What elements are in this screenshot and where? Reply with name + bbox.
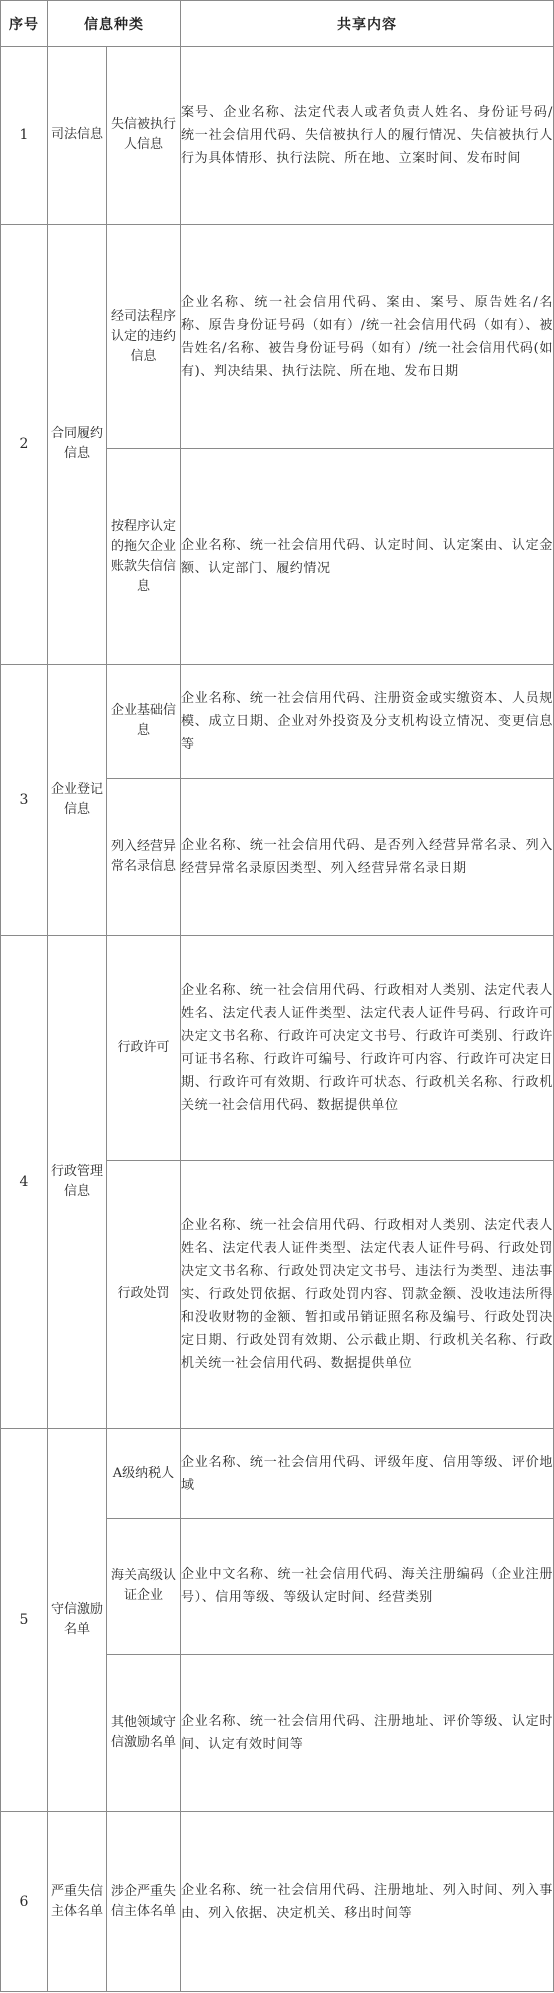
row-content: 案号、企业名称、法定代表人或者负责人姓名、身份证号码/统一社会信用代码、失信被执行人的履行情况、失信被执行人行为具体情形、执行法院、所在地、立案时间、发布时间 [181,47,554,225]
row-category: 企业登记信息 [48,665,107,936]
table-row [1,936,554,1161]
row-content: 企业名称、统一社会信用代码、注册地址、列入时间、列入事由、列入依据、决定机关、移出时间等 [181,1812,554,1992]
row-category: 严重失信主体名单 [48,1812,107,1992]
row-category: 合同履约信息 [48,224,107,665]
row-category: 司法信息 [48,47,107,225]
row-subcategory: 行政许可 [107,936,181,1161]
table-row [1,1812,554,1992]
row-seq: 1 [1,47,48,225]
row-subcategory: 按程序认定的拖欠企业账款失信信息 [107,449,181,665]
row-subcategory: 列入经营异常名录信息 [107,778,181,936]
row-seq: 3 [1,665,48,936]
row-content: 企业名称、统一社会信用代码、注册地址、评价等级、认定时间、认定有效时间等 [181,1654,554,1812]
row-content: 企业名称、统一社会信用代码、行政相对人类别、法定代表人姓名、法定代表人证件类型、法定代表人证件号码、行政处罚决定文书名称、行政处罚决定文书号、违法行为类型、违法事实、行政处罚依据、行政处罚内容、罚款金额、没收违法所得和没收财物的金额、暂扣或吊销证照名称及编号、行政处罚决定日期、行政处罚有效期、公示截止期、行政机关名称、行政机关统一社会信用代码、数据提供单位 [181,1160,554,1428]
row-content: 企业名称、统一社会信用代码、案由、案号、原告姓名/名称、原告身份证号码（如有）/统一社会信用代码（如有）、被告姓名/名称、被告身份证号码（如有）/统一社会信用代码(如有)、判决结果、执行法院、所在地、发布日期 [181,224,554,449]
row-subcategory: 涉企严重失信主体名单 [107,1812,181,1992]
row-seq: 6 [1,1812,48,1992]
row-subcategory: 企业基础信息 [107,665,181,778]
row-subcategory: 海关高级认证企业 [107,1519,181,1654]
row-subcategory: 其他领域守信激励名单 [107,1654,181,1812]
row-seq: 5 [1,1428,48,1811]
header-info-type: 信息种类 [48,1,181,47]
header-seq: 序号 [1,1,48,47]
row-seq: 2 [1,224,48,665]
row-content: 企业名称、统一社会信用代码、是否列入经营异常名录、列入经营异常名录原因类型、列入经营异常名录日期 [181,778,554,936]
table-row [1,665,554,778]
table-row [1,224,554,449]
row-content: 企业中文名称、统一社会信用代码、海关注册编码（企业注册号）、信用等级、等级认定时间、经营类别 [181,1519,554,1654]
row-category: 行政管理信息 [48,936,107,1429]
table-row [1,1428,554,1518]
row-seq: 4 [1,936,48,1429]
row-content: 企业名称、统一社会信用代码、行政相对人类别、法定代表人姓名、法定代表人证件类型、法定代表人证件号码、行政许可决定文书名称、行政许可决定文书号、行政许可类别、行政许可证书名称、行政许可编号、行政许可内容、行政许可决定日期、行政许可有效期、行政许可状态、行政机关名称、行政机关统一社会信用代码、数据提供单位 [181,936,554,1161]
row-subcategory: 失信被执行人信息 [107,47,181,225]
row-subcategory: 经司法程序认定的违约信息 [107,224,181,449]
row-category: 守信激励名单 [48,1428,107,1811]
row-content: 企业名称、统一社会信用代码、注册资金或实缴资本、人员规模、成立日期、企业对外投资及分支机构设立情况、变更信息等 [181,665,554,778]
table-header-row [1,1,554,47]
row-subcategory: 行政处罚 [107,1160,181,1428]
header-content: 共享内容 [181,1,554,47]
row-content: 企业名称、统一社会信用代码、认定时间、认定案由、认定金额、认定部门、履约情况 [181,449,554,665]
table-row [1,47,554,225]
row-content: 企业名称、统一社会信用代码、评级年度、信用等级、评价地域 [181,1428,554,1518]
row-subcategory: A级纳税人 [107,1428,181,1518]
